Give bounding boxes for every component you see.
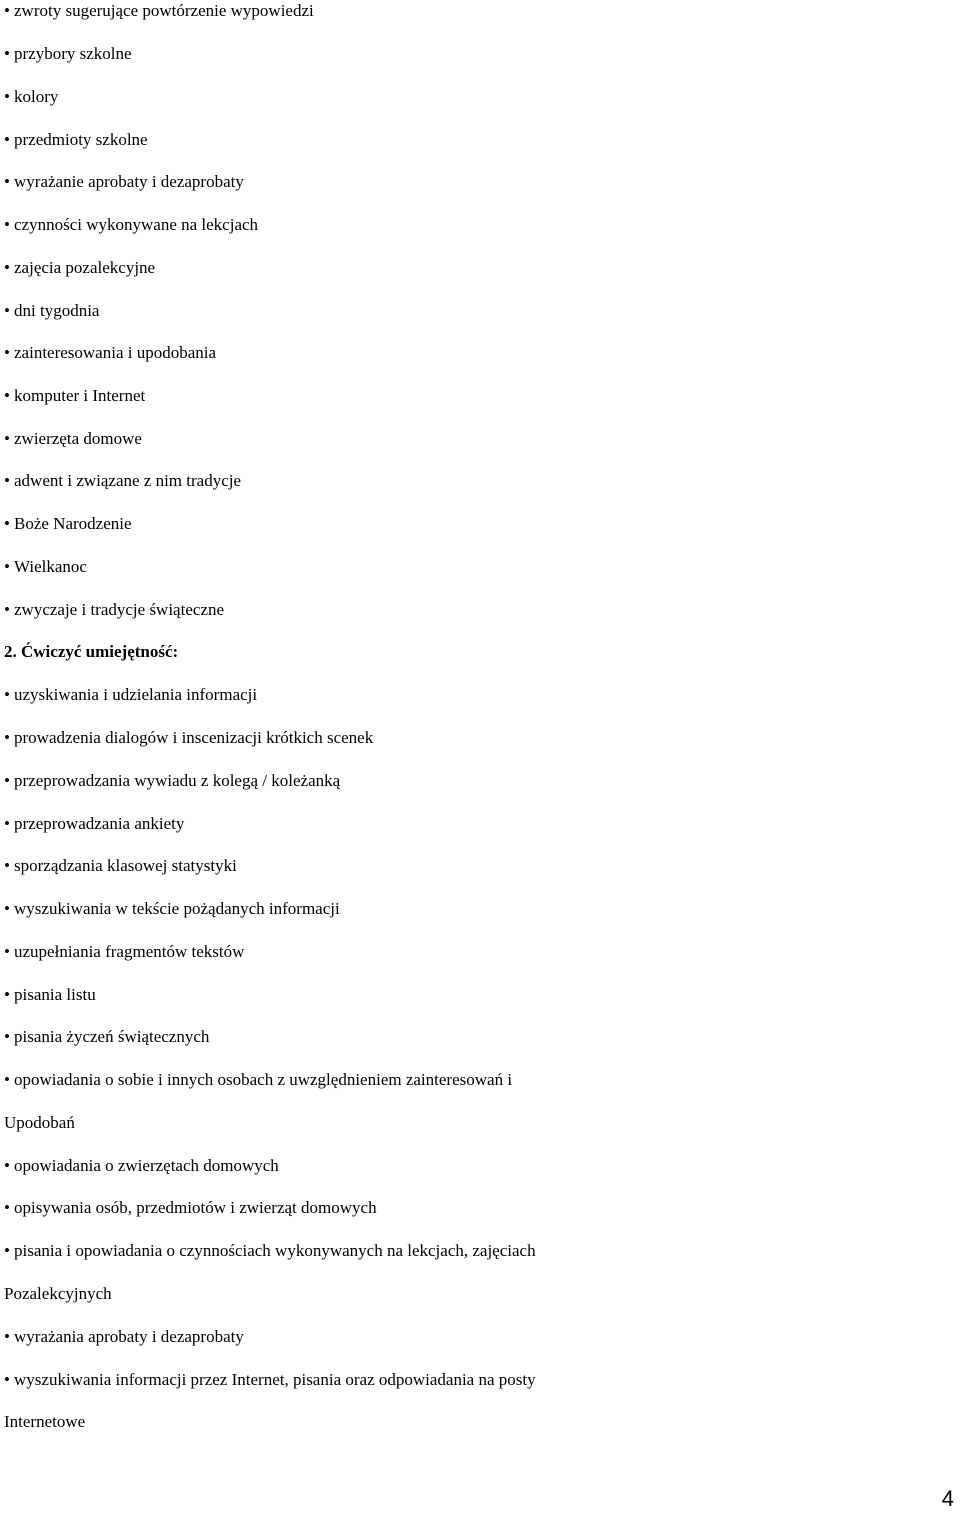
list-item: • opowiadania o sobie i innych osobach z uwzględnieniem zainteresowań i [4, 1070, 513, 1089]
list-item: • sporządzania klasowej statystyki [4, 856, 237, 875]
bullet: • [4, 1, 10, 20]
list-item: • wyrażania aprobaty i dezaprobaty [4, 1327, 244, 1346]
bullet: • [4, 130, 10, 149]
list-item: • Wielkanoc [4, 557, 87, 576]
bullet: • [4, 44, 10, 63]
bullet: • [4, 771, 10, 790]
list-item-continuation: Upodobań [4, 1113, 75, 1132]
bullet: • [4, 1327, 10, 1346]
list-item: • adwent i związane z nim tradycje [4, 471, 242, 490]
list-item: • dni tygodnia [4, 301, 100, 320]
list-item: • przybory szkolne [4, 44, 132, 63]
bullet: • [4, 985, 10, 1004]
bullet: • [4, 557, 10, 576]
list-item: • zajęcia pozalekcyjne [4, 258, 156, 277]
bullet: • [4, 899, 10, 918]
bullet: • [4, 514, 10, 533]
bullet: • [4, 685, 10, 704]
list-item-continuation: Internetowe [4, 1412, 86, 1431]
bullet: • [4, 1070, 10, 1089]
list-item: • zwierzęta domowe [4, 429, 142, 448]
bullet: • [4, 728, 10, 747]
list-item: • kolory [4, 87, 59, 106]
list-item: • wyszukiwania informacji przez Internet, pisania oraz odpowiadania na posty [4, 1370, 536, 1389]
list-item: • zwroty sugerujące powtórzenie wypowiedzi [4, 1, 314, 20]
list-item: • przedmioty szkolne [4, 130, 148, 149]
bullet: • [4, 942, 10, 961]
bullet: • [4, 258, 10, 277]
bullet: • [4, 87, 10, 106]
bullet: • [4, 301, 10, 320]
bullet: • [4, 1027, 10, 1046]
section-heading: 2. Ćwiczyć umiejętność: [4, 642, 179, 661]
bullet: • [4, 600, 10, 619]
bullet: • [4, 471, 10, 490]
page-number: 4 [941, 1486, 954, 1511]
bullet: • [4, 386, 10, 405]
list-item: • przeprowadzania ankiety [4, 814, 185, 833]
bullet: • [4, 1156, 10, 1175]
bullet: • [4, 429, 10, 448]
list-item: • zainteresowania i upodobania [4, 343, 217, 362]
bullet: • [4, 1241, 10, 1260]
list-item: • uzyskiwania i udzielania informacji [4, 685, 258, 704]
list-item: • opisywania osób, przedmiotów i zwierząt domowych [4, 1198, 377, 1217]
list-item-continuation: Pozalekcyjnych [4, 1284, 112, 1303]
bullet: • [4, 856, 10, 875]
bullet: • [4, 215, 10, 234]
bullet: • [4, 343, 10, 362]
list-item: • przeprowadzania wywiadu z kolegą / koleżanką [4, 771, 341, 790]
list-item: • pisania życzeń świątecznych [4, 1027, 210, 1046]
list-item: • Boże Narodzenie [4, 514, 132, 533]
list-item: • prowadzenia dialogów i inscenizacji krótkich scenek [4, 728, 374, 747]
list-item: • uzupełniania fragmentów tekstów [4, 942, 245, 961]
bullet: • [4, 172, 10, 191]
bullet: • [4, 1198, 10, 1217]
list-item: • opowiadania o zwierzętach domowych [4, 1156, 279, 1175]
bullet: • [4, 814, 10, 833]
bullet: • [4, 1370, 10, 1389]
list-item: • zwyczaje i tradycje świąteczne [4, 600, 225, 619]
list-item: • wyszukiwania w tekście pożądanych informacji [4, 899, 340, 918]
list-item: • wyrażanie aprobaty i dezaprobaty [4, 172, 244, 191]
list-item: • pisania listu [4, 985, 96, 1004]
list-item: • czynności wykonywane na lekcjach [4, 215, 259, 234]
list-item: • komputer i Internet [4, 386, 146, 405]
list-item: • pisania i opowiadania o czynnościach wykonywanych na lekcjach, zajęciach [4, 1241, 536, 1260]
